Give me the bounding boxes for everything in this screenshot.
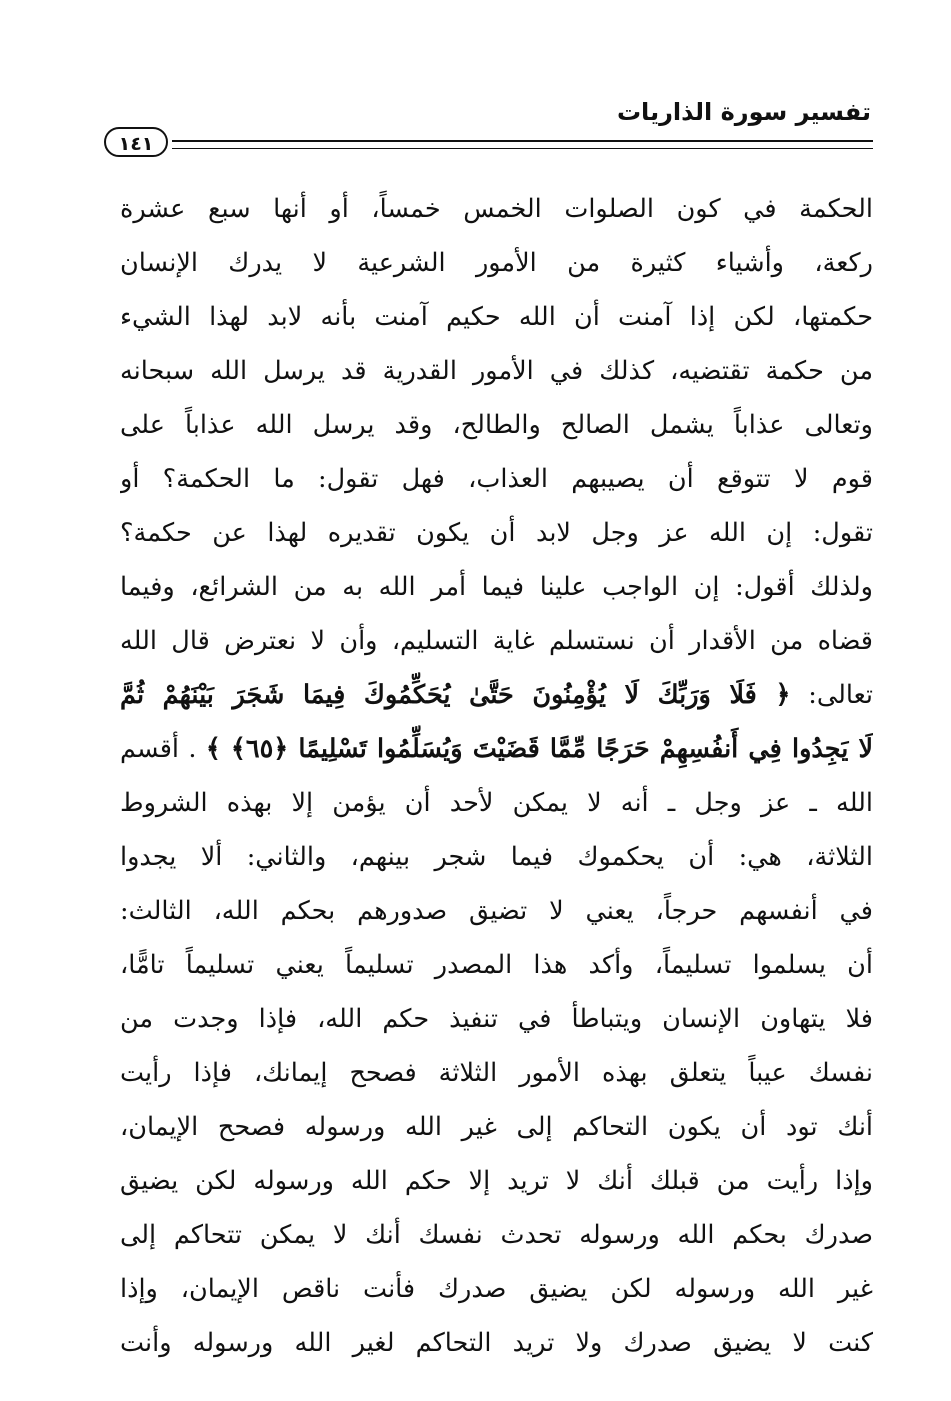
text-line: غير الله ورسوله لكن يضيق صدرك فأنت ناقص الإيمان، وإذا bbox=[120, 1274, 873, 1304]
text-line: الحكمة في كون الصلوات الخمس خمساً، أو أنها سبع عشرة bbox=[120, 194, 873, 224]
body-text bbox=[120, 182, 873, 1370]
text-line: ولذلك أقول: إن الواجب علينا فيما أمر الله به من الشرائع، وفيما bbox=[120, 572, 873, 602]
text-line: وتعالى عذاباً يشمل الصالح والطالح، وقد يرسل الله عذاباً على bbox=[120, 410, 873, 440]
text-line: وإذا رأيت من قبلك أنك لا تريد إلا حكم الله ورسوله لكن يضيق bbox=[120, 1166, 873, 1196]
verse-prefix: تعالى: bbox=[790, 680, 873, 710]
verse-line bbox=[120, 668, 873, 722]
text-line: كنت لا يضيق صدرك ولا تريد التحاكم لغير الله ورسوله وأنت bbox=[120, 1328, 873, 1358]
text-line: في أنفسهم حرجاً، يعني لا تضيق صدورهم بحكم الله، الثالث: bbox=[120, 896, 873, 926]
text-line: أن يسلموا تسليماً، وأكد هذا المصدر تسليماً يعني تسليماً تامًّا، bbox=[120, 950, 873, 980]
text-line: صدرك بحكم الله ورسوله تحدث نفسك أنك لا يمكن تتحاكم إلى bbox=[120, 1220, 873, 1250]
verse-suffix: . أقسم bbox=[120, 734, 206, 764]
text-line: تقول: إن الله عز وجل لابد أن يكون تقديره لهذا عن حكمة؟ bbox=[120, 518, 873, 548]
text-line: الله ـ عز وجل ـ أنه لا يمكن لأحد أن يؤمن إلا بهذه الشروط bbox=[120, 788, 873, 818]
text-line: ركعة، وأشياء كثيرة من الأمور الشرعية لا يدرك الإنسان bbox=[120, 248, 873, 278]
text-line: من حكمة تقتضيه، كذلك في الأمور القدرية قد يرسل الله سبحانه bbox=[120, 356, 873, 386]
text-line: نفسك عيباً يتعلق بهذه الأمور الثلاثة فصحح إيمانك، فإذا رأيت bbox=[120, 1058, 873, 1088]
page-number: ١٤١ bbox=[104, 127, 168, 157]
running-title: تفسير سورة الذاريات bbox=[616, 98, 871, 126]
text-line: قضاه من الأقدار أن نستسلم غاية التسليم، وأن لا نعترض قال الله bbox=[120, 626, 873, 656]
quran-verse: ﴿ فَلَا وَرَبِّكَ لَا يُؤْمِنُونَ حَتَّىٰ يُحَكِّمُوكَ فِيمَا شَجَرَ بَيْنَهُمْ ثُمَّ bbox=[120, 680, 791, 710]
text-line: فلا يتهاون الإنسان ويتباطأ في تنفيذ حكم الله، فإذا وجدت من bbox=[120, 1004, 873, 1034]
text-line: قوم لا تتوقع أن يصيبهم العذاب، فهل تقول: ما الحكمة؟ أو bbox=[120, 464, 873, 494]
verse-line bbox=[120, 722, 873, 776]
quran-verse: لَا يَجِدُوا فِي أَنفُسِهِمْ حَرَجًا مِّمَّا قَضَيْتَ وَيُسَلِّمُوا تَسْلِيمًا ﴿٦٥﴾ ﴾ bbox=[205, 734, 873, 764]
header-rule bbox=[172, 140, 873, 149]
text-line: أنك تود أن يكون التحاكم إلى غير الله ورسوله فصحح الإيمان، bbox=[120, 1112, 873, 1142]
text-line: حكمتها، لكن إذا آمنت أن الله حكيم آمنت بأنه لابد لهذا الشيء bbox=[120, 302, 873, 332]
text-line: الثلاثة، هي: أن يحكموك فيما شجر بينهم، والثاني: ألا يجدوا bbox=[120, 842, 873, 872]
